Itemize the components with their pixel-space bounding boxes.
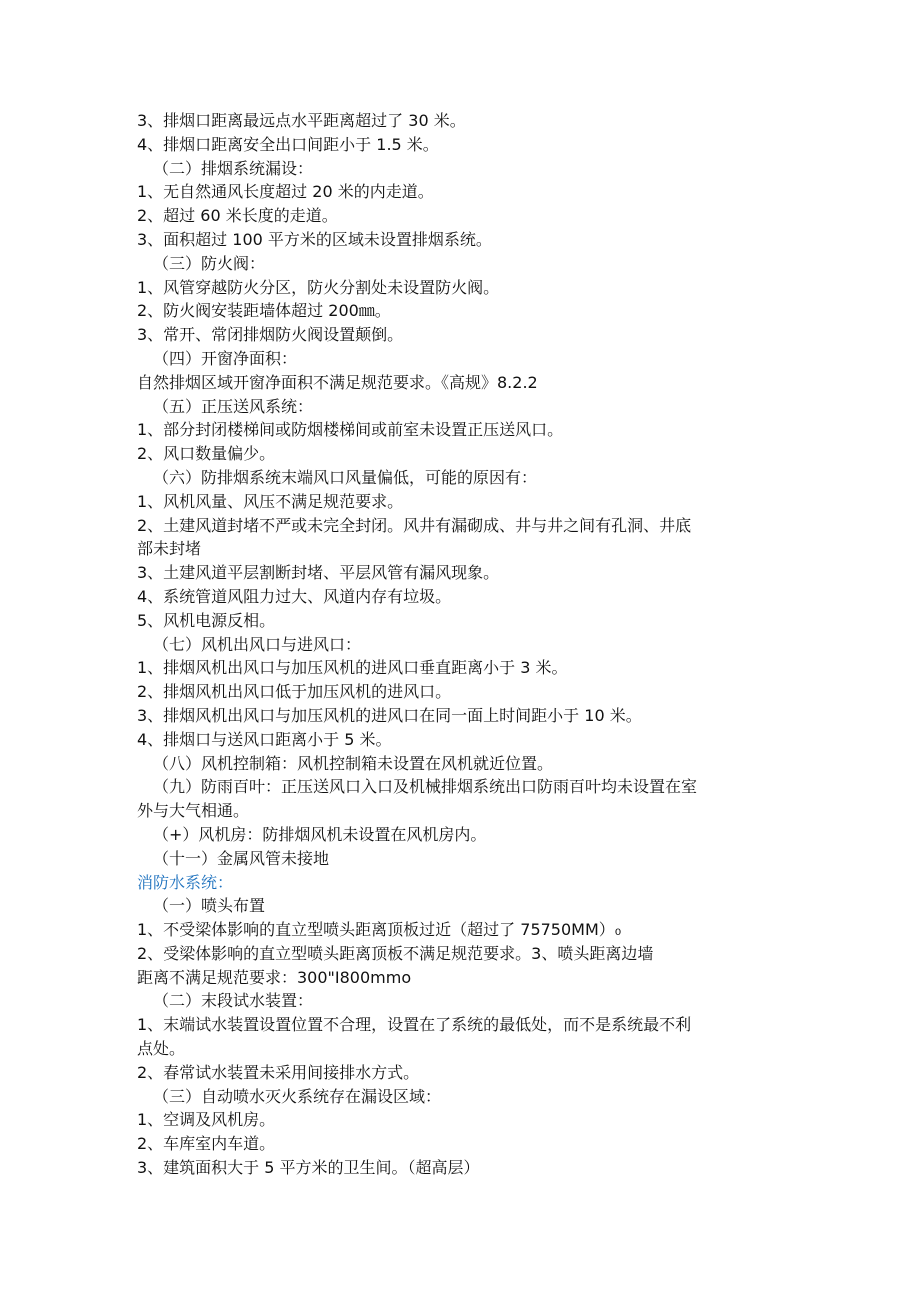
subsection-heading: （+）风机房：防排烟风机未设置在风机房内。 bbox=[153, 824, 487, 844]
text-line: 4、排烟口距离安全出口间距小于 1.5 米。 bbox=[137, 134, 439, 154]
text-line: 点处。 bbox=[137, 1039, 186, 1059]
text-line: 2、超过 60 米长度的走道。 bbox=[137, 206, 338, 226]
subsection-heading: （三）防火阀： bbox=[153, 253, 266, 273]
subsection-heading: （九）防雨百叶：正压送风口入口及机械排烟系统出口防雨百叶均未设置在室 bbox=[153, 777, 698, 797]
text-line: 2、风口数量偏少。 bbox=[137, 444, 276, 464]
text-line: 3、建筑面积大于 5 平方米的卫生间。（超高层） bbox=[137, 1158, 480, 1178]
subsection-heading: （四）开窗净面积： bbox=[153, 348, 298, 368]
text-line: 3、排烟口距离最远点水平距离超过了 30 米。 bbox=[137, 111, 466, 130]
text-line: 1、风机风量、风压不满足规范要求。 bbox=[137, 491, 404, 511]
text-line: 2、排烟风机出风口低于加压风机的进风口。 bbox=[137, 682, 452, 702]
text-line: 3、常开、常闭排烟防火阀设置颠倒。 bbox=[137, 325, 404, 345]
subsection-heading: （三）自动喷水灭火系统存在漏设区域： bbox=[153, 1086, 442, 1106]
text-line: 3、排烟风机出风口与加压风机的进风口在同一面上时间距小于 10 米。 bbox=[137, 705, 642, 725]
text-line: 5、风机电源反相。 bbox=[137, 610, 276, 630]
text-line: 2、春常试水装置未采用间接排水方式。 bbox=[137, 1062, 420, 1082]
text-line: 3、土建风道平层割断封堵、平层风管有漏风现象。 bbox=[137, 563, 500, 583]
text-line: 4、系统管道风阻力过大、风道内存有垃圾。 bbox=[137, 586, 452, 606]
subsection-heading: （五）正压送风系统： bbox=[153, 396, 314, 416]
text-line: 2、防火阀安装距墙体超过 200㎜。 bbox=[137, 301, 391, 321]
text-line: 部未封堵 bbox=[137, 539, 202, 559]
text-line: 2、受梁体影响的直立型喷头距离顶板不满足规范要求。3、喷头距离边墙 bbox=[137, 943, 654, 963]
text-line: 1、空调及风机房。 bbox=[137, 1110, 276, 1130]
document-page bbox=[137, 109, 787, 1180]
text-line: 1、排烟风机出风口与加压风机的进风口垂直距离小于 3 米。 bbox=[137, 658, 568, 678]
subsection-heading: （一）喷头布置 bbox=[153, 896, 266, 916]
subsection-heading: （七）风机出风口与进风口： bbox=[153, 634, 362, 654]
text-line: 1、风管穿越防火分区，防火分割处未设置防火阀。 bbox=[137, 277, 500, 297]
subsection-heading: （十一）金属风管未接地 bbox=[153, 848, 330, 868]
subsection-heading: （二）末段试水装置： bbox=[153, 991, 314, 1011]
text-line: 2、土建风道封堵不严或未完全封闭。风井有漏砌成、井与井之间有孔洞、井底 bbox=[137, 515, 692, 535]
subsection-heading: （六）防排烟系统末端风口风量偏低，可能的原因有： bbox=[153, 467, 538, 487]
text-line: 3、面积超过 100 平方米的区域未设置排烟系统。 bbox=[137, 229, 492, 249]
text-line: 1、不受梁体影响的直立型喷头距离顶板过近（超过了 75750MM）₀ bbox=[137, 920, 622, 940]
subsection-heading: （二）排烟系统漏设： bbox=[153, 158, 314, 178]
subsection-heading: （八）风机控制箱：风机控制箱未设置在风机就近位置。 bbox=[153, 753, 554, 773]
text-line: 1、末端试水装置设置位置不合理，设置在了系统的最低处，而不是系统最不利 bbox=[137, 1015, 692, 1035]
text-line: 自然排烟区域开窗净面积不满足规范要求。《高规》8.2.2 bbox=[137, 372, 538, 392]
text-line: 4、排烟口与送风口距离小于 5 米。 bbox=[137, 729, 392, 749]
section-heading: 消防水系统： bbox=[137, 872, 234, 892]
text-line: 距离不满足规范要求：300"I800mmo bbox=[137, 967, 412, 987]
text-line: 2、车库室内车道。 bbox=[137, 1134, 276, 1154]
text-line: 1、部分封闭楼梯间或防烟楼梯间或前室未设置正压送风口。 bbox=[137, 420, 564, 440]
text-line: 1、无自然通风长度超过 20 米的内走道。 bbox=[137, 182, 434, 202]
text-line: 外与大气相通。 bbox=[137, 801, 250, 821]
